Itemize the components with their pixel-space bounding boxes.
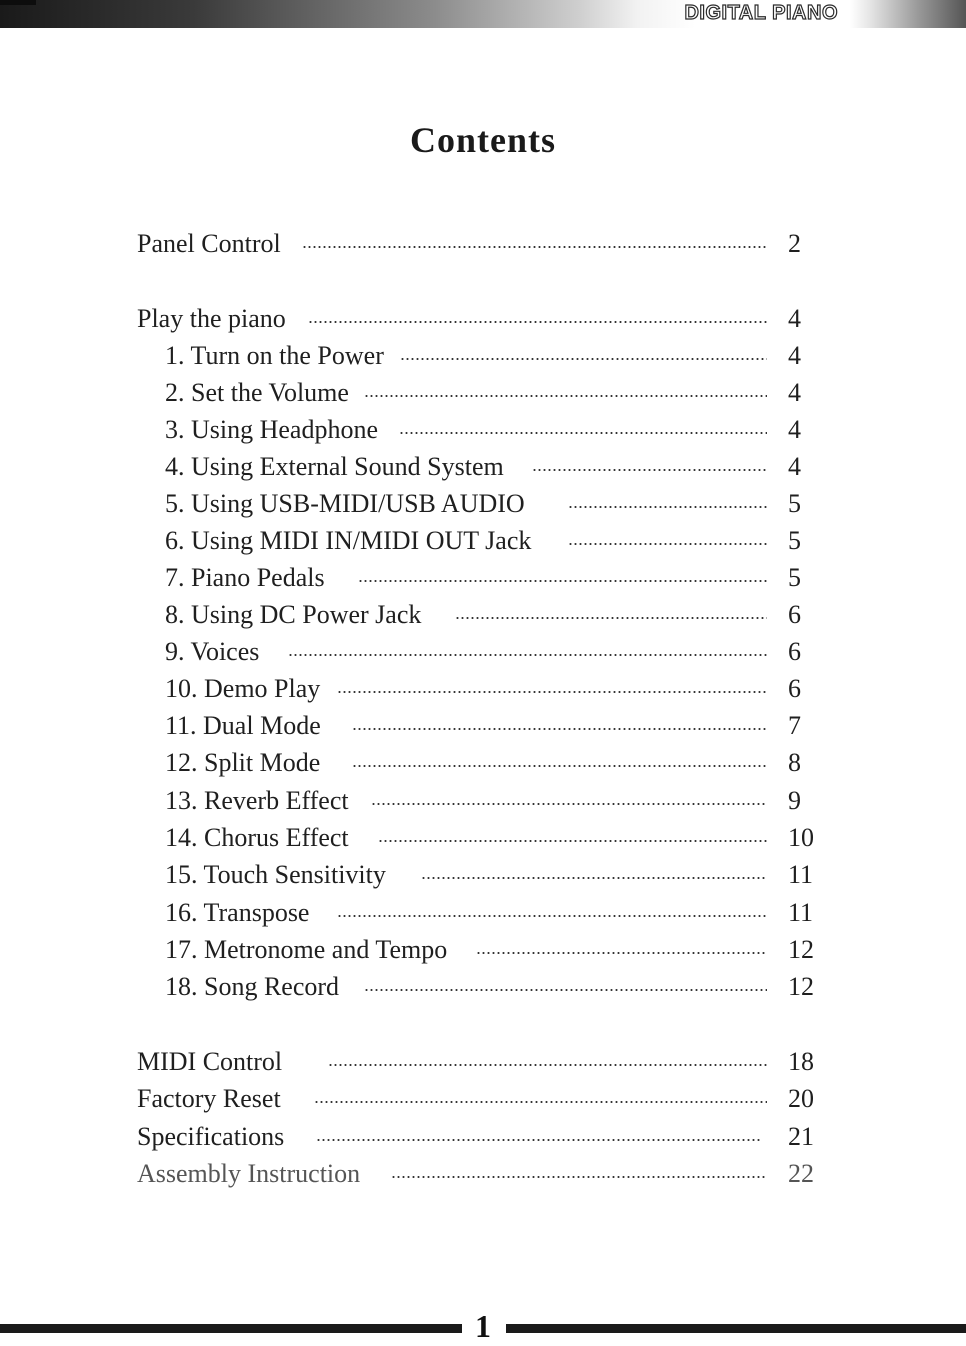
- toc-entry[interactable]: [0, 561, 966, 595]
- toc-entry[interactable]: [0, 746, 966, 780]
- toc-entry[interactable]: [0, 821, 966, 855]
- toc-entry[interactable]: [0, 858, 966, 892]
- toc-label: 7. Piano Pedals: [165, 563, 325, 592]
- toc-entry[interactable]: [0, 896, 966, 930]
- toc-page-number: 9: [788, 786, 801, 815]
- toc-entry[interactable]: [0, 376, 966, 410]
- toc-page-number: 4: [788, 452, 801, 481]
- toc-leader: [364, 989, 767, 991]
- toc-page-number: 6: [788, 674, 801, 703]
- toc-page-number: 4: [788, 415, 801, 444]
- toc-entry-specifications[interactable]: [0, 1120, 966, 1154]
- toc-leader: [337, 691, 767, 693]
- toc-label: 13. Reverb Effect: [165, 786, 349, 815]
- toc-page-number: 4: [788, 341, 801, 370]
- toc-label: Specifications: [137, 1122, 285, 1151]
- toc-leader: [421, 877, 767, 879]
- toc-page-number: 11: [788, 898, 814, 927]
- toc-page-number: 10: [788, 823, 814, 852]
- toc-page-number: 21: [788, 1122, 814, 1151]
- toc-entry[interactable]: [0, 970, 966, 1004]
- toc-entry[interactable]: [0, 598, 966, 632]
- footer-rule-left: [0, 1324, 462, 1333]
- toc-entry-factory-reset[interactable]: [0, 1082, 966, 1116]
- page-number: 1: [475, 1308, 491, 1344]
- toc-page-number: 11: [788, 860, 814, 889]
- page-title: Contents: [409, 120, 556, 160]
- toc-leader: [358, 580, 767, 582]
- header-title: DIGITAL PIANO: [684, 2, 838, 24]
- footer-rule-right: [506, 1324, 966, 1333]
- toc-label: 8. Using DC Power Jack: [165, 600, 422, 629]
- toc-leader: [400, 358, 767, 360]
- toc-page-number: 7: [788, 711, 801, 740]
- toc-entry[interactable]: [0, 933, 966, 967]
- toc-leader: [288, 654, 767, 656]
- toc-page-number: 2: [788, 229, 801, 258]
- toc-leader: [302, 246, 767, 248]
- toc-entry[interactable]: [0, 635, 966, 669]
- toc-leader: [316, 1139, 762, 1141]
- toc-page-number: 5: [788, 489, 801, 518]
- toc-page-number: 12: [788, 935, 814, 964]
- toc-leader: [568, 506, 767, 508]
- toc-label: 1. Turn on the Power: [165, 341, 384, 370]
- toc-label: 17. Metronome and Tempo: [165, 935, 448, 964]
- toc-label: Factory Reset: [137, 1084, 281, 1113]
- toc-page-number: 6: [788, 637, 801, 666]
- toc-label: 4. Using External Sound System: [165, 452, 504, 481]
- toc-label: 3. Using Headphone: [165, 415, 379, 444]
- toc-leader: [476, 952, 767, 954]
- toc-entry[interactable]: [0, 672, 966, 706]
- toc-leader: [568, 543, 767, 545]
- toc-page-number: 5: [788, 526, 801, 555]
- toc-entry[interactable]: [0, 487, 966, 521]
- toc-label: 5. Using USB-MIDI/USB AUDIO: [165, 489, 525, 518]
- toc-leader: [308, 321, 767, 323]
- toc-label: 14. Chorus Effect: [165, 823, 349, 852]
- toc-label: 18. Song Record: [165, 972, 340, 1001]
- toc-label: Panel Control: [137, 229, 281, 258]
- toc-label: 12. Split Mode: [165, 748, 321, 777]
- toc-label: 16. Transpose: [165, 898, 310, 927]
- toc-leader: [399, 432, 767, 434]
- header-notch: [0, 0, 36, 5]
- toc-leader: [455, 617, 767, 619]
- toc-page-number: 18: [788, 1047, 814, 1076]
- toc-label: Assembly Instruction: [137, 1159, 361, 1188]
- toc-entry[interactable]: [0, 413, 966, 447]
- toc-leader: [314, 1101, 767, 1103]
- toc-page-number: 4: [788, 304, 801, 333]
- toc-entry[interactable]: [0, 450, 966, 484]
- toc-page-number: 8: [788, 748, 801, 777]
- toc-page-number: 12: [788, 972, 814, 1001]
- toc-entry-play-the-piano[interactable]: [0, 302, 966, 336]
- toc-entry-assembly-instruction[interactable]: [0, 1157, 966, 1191]
- toc-leader: [337, 915, 767, 917]
- toc-entry[interactable]: [0, 524, 966, 558]
- toc-leader: [328, 1064, 767, 1066]
- toc-entry[interactable]: [0, 709, 966, 743]
- toc-page-number: 20: [788, 1084, 814, 1113]
- toc-label: 15. Touch Sensitivity: [165, 860, 386, 889]
- toc-entry-panel-control[interactable]: [0, 227, 966, 261]
- toc-label: Play the piano: [137, 304, 286, 333]
- toc-leader: [378, 840, 767, 842]
- toc-label: MIDI Control: [137, 1047, 283, 1076]
- toc-page-number: 6: [788, 600, 801, 629]
- toc-page-number: 4: [788, 378, 801, 407]
- toc-leader: [352, 765, 767, 767]
- toc-leader: [364, 395, 767, 397]
- toc-leader: [532, 469, 767, 471]
- toc-label: 9. Voices: [165, 637, 260, 666]
- toc-label: 10. Demo Play: [165, 674, 321, 703]
- toc-label: 2. Set the Volume: [165, 378, 349, 407]
- toc-page-number: 5: [788, 563, 801, 592]
- toc-label: 11. Dual Mode: [165, 711, 321, 740]
- toc-entry[interactable]: [0, 784, 966, 818]
- toc-leader: [371, 803, 767, 805]
- toc-label: 6. Using MIDI IN/MIDI OUT Jack: [165, 526, 532, 555]
- toc-leader: [352, 728, 767, 730]
- toc-leader: [391, 1176, 767, 1178]
- toc-entry-midi-control[interactable]: [0, 1045, 966, 1079]
- toc-entry[interactable]: [0, 339, 966, 373]
- toc-page-number: 22: [788, 1159, 814, 1188]
